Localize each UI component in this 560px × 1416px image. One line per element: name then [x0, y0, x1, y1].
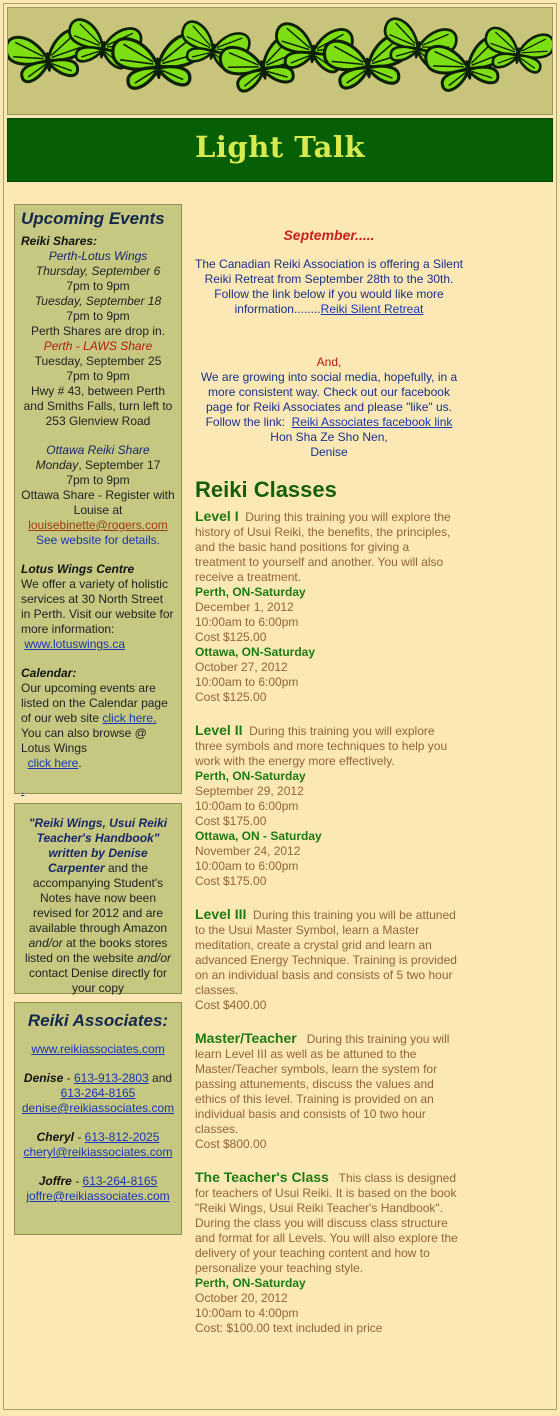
- level-2-loc-1: Perth, ON-Saturday: [195, 769, 306, 783]
- level-2-title: Level II: [195, 722, 243, 738]
- calendar-text: Our upcoming events are listed on the Calendar page of our web site: [21, 681, 168, 725]
- level-1-time-1: 10:00am to 6:00pm: [195, 615, 299, 629]
- lotus-wings-link[interactable]: www.lotuswings.ca: [24, 637, 126, 651]
- joffre-email[interactable]: joffre@reikiassociates.com: [26, 1189, 170, 1203]
- level-1-loc-1: Perth, ON-Saturday: [195, 585, 306, 599]
- browse-link[interactable]: click here: [27, 756, 79, 770]
- book-title: "Reiki Wings, Usui Reiki Teacher's Handbook" written by Denise Carpenter: [28, 816, 168, 875]
- master-teacher-cost: Cost $800.00: [195, 1137, 267, 1151]
- reiki-classes-heading: Reiki Classes: [195, 477, 337, 502]
- level-3-title: Level III: [195, 906, 247, 922]
- book-andor-1: and/or: [28, 936, 63, 950]
- teacher-class-section: [195, 1170, 463, 1336]
- book-text-2: at the books stores listed on the website: [24, 936, 168, 965]
- perth-lotus-title: Perth-Lotus Wings: [48, 249, 148, 263]
- denise-phone-1[interactable]: 613-913-2803: [73, 1071, 149, 1085]
- upcoming-events-box: [14, 204, 182, 797]
- perth-lotus-time-1: 7pm to 9pm: [66, 279, 130, 293]
- denise-email[interactable]: denise@reikiassociates.com: [21, 1101, 175, 1115]
- ottawa-share-time: 7pm to 9pm: [66, 473, 130, 487]
- level-1-cost-2: Cost $125.00: [195, 690, 267, 704]
- drop-in-note: Perth Shares are drop in.: [30, 324, 166, 338]
- associates-box: [14, 1002, 182, 1235]
- level-3-section: [195, 907, 463, 1013]
- ottawa-share-title: Ottawa Reiki Share: [46, 443, 150, 457]
- teacher-class-date: October 20, 2012: [195, 1291, 288, 1305]
- cheryl-phone[interactable]: 613-812-2025: [84, 1130, 160, 1144]
- level-1-title: Level I: [195, 508, 239, 524]
- calendar-link[interactable]: click here.: [102, 711, 157, 725]
- reiki-shares-label: Reiki Shares:: [21, 234, 98, 248]
- ottawa-register-text: Ottawa Share - Register with Louise at: [21, 488, 175, 517]
- denise-and: and: [152, 1071, 173, 1085]
- master-teacher-title: Master/Teacher: [195, 1030, 297, 1046]
- book-box: [14, 803, 182, 994]
- denise-dash: -: [66, 1071, 71, 1085]
- denise-name: Denise: [23, 1071, 64, 1085]
- cheryl-email[interactable]: cheryl@reikiassociates.com: [23, 1145, 173, 1159]
- level-2-date-2: November 24, 2012: [195, 844, 301, 858]
- associates-website-link[interactable]: www.reikiassociates.com: [31, 1042, 165, 1056]
- lotus-wings-label: Lotus Wings Centre: [21, 562, 135, 576]
- level-1-cost-1: Cost $125.00: [195, 630, 267, 644]
- butterfly-banner: [7, 7, 553, 115]
- teacher-class-time: 10:00am to 4:00pm: [195, 1306, 299, 1320]
- social-text: We are growing into social media, hopefully, in a more consistent way. Check out our facebook page for Reiki Associates and please "like" us. Follow the link:: [200, 370, 458, 429]
- master-teacher-desc: During this training you will learn Level III as well as be attuned to the Master/Teacher symbols, learn the system for passing attunements, discuss the values and ethics of this level. Training is provided on an individual basis and consists of 10 two hour classes.: [195, 1032, 450, 1136]
- book-text-3: contact Denise directly for your copy: [28, 966, 168, 995]
- laws-share-date: Tuesday, September 25: [34, 354, 162, 368]
- perth-lotus-date-2: Tuesday, September 18: [34, 294, 162, 308]
- level-1-time-2: 10:00am to 6:00pm: [195, 675, 299, 689]
- level-1-loc-2: Ottawa, ON-Saturday: [195, 645, 316, 659]
- level-2-loc-2: Ottawa, ON - Saturday: [195, 829, 322, 843]
- laws-share-location: Hwy # 43, between Perth and Smiths Falls, turn left to 253 Glenview Road: [23, 384, 173, 428]
- master-teacher-section: [195, 1031, 463, 1152]
- cheryl-name: Cheryl: [36, 1130, 74, 1144]
- level-1-desc: During this training you will explore the history of Usui Reiki, the benefits, the principles, and the basic hand positions for giving a treatment to yourself and another. You will also receive a treatment.: [195, 510, 451, 584]
- butterfly-banner-image: [8, 8, 553, 115]
- laws-share-time: 7pm to 9pm: [66, 369, 130, 383]
- level-1-date-1: December 1, 2012: [195, 600, 294, 614]
- signoff: Hon Sha Ze Sho Nen,: [270, 430, 388, 444]
- social-announcement: [195, 370, 463, 460]
- see-website-details: See website for details.: [35, 533, 161, 547]
- retreat-announcement: [195, 257, 463, 317]
- page-frame: [3, 3, 557, 1410]
- site-title-bar: [7, 118, 553, 182]
- laws-share-title: Perth - LAWS Share: [43, 339, 153, 353]
- teacher-class-desc: This class is designed for teachers of Usui Reiki. It is based on the book "Reiki Wings, Usui Reiki Teacher's Handbook". During the class you will discuss class structure and format for all Levels. You will also explore the delivery of your teaching content and how to personalize your teaching style.: [195, 1171, 458, 1275]
- upcoming-events-heading: Upcoming Events: [21, 209, 165, 228]
- level-3-desc: During this training you will be attuned to the Usui Master Symbol, learn a Master meditation, create a crystal grid and learn an advanced Energy Technique. Training is provided on an individual basis and consists of 5 two hour classes.: [195, 908, 457, 997]
- level-1-date-2: October 27, 2012: [195, 660, 288, 674]
- site-title: Light Talk: [195, 130, 365, 164]
- joffre-dash: -: [75, 1174, 80, 1188]
- browse-end: .: [78, 756, 82, 770]
- perth-lotus-time-2: 7pm to 9pm: [66, 309, 130, 323]
- and-text: And,: [316, 355, 342, 369]
- level-2-desc: During this training you will explore three symbols and more techniques to help you work with the energy more effectively.: [195, 724, 448, 768]
- joffre-phone[interactable]: 613-264-8165: [82, 1174, 158, 1188]
- louise-email-link[interactable]: louisebinette@rogers.com: [28, 518, 168, 532]
- teacher-class-loc: Perth, ON-Saturday: [195, 1276, 306, 1290]
- main-content: [195, 204, 463, 1336]
- browse-text: You can also browse @ Lotus Wings: [21, 726, 147, 755]
- retreat-text: The Canadian Reiki Association is offering a Silent Reiki Retreat from September 28th to the 30th. Follow the link below if you would like more information........: [195, 257, 463, 316]
- ottawa-share-date: , September 17: [78, 458, 161, 472]
- cheryl-dash: -: [77, 1130, 82, 1144]
- month-heading: September.....: [283, 227, 375, 243]
- trailing-dot-link[interactable]: .: [21, 783, 25, 797]
- joffre-name: Joffre: [38, 1174, 72, 1188]
- facebook-link[interactable]: Reiki Associates facebook link: [291, 415, 453, 429]
- signature: Denise: [310, 445, 348, 459]
- denise-phone-2[interactable]: 613-264-8165: [60, 1086, 136, 1100]
- associates-heading: Reiki Associates:: [27, 1011, 169, 1030]
- level-1-section: [195, 509, 463, 705]
- book-text-1: and the accompanying Student's Notes have now been revised for 2012 and are available through Amazon: [28, 861, 168, 935]
- teacher-class-title: The Teacher's Class: [195, 1169, 329, 1185]
- book-andor-2: and/or: [137, 951, 172, 965]
- level-3-cost: Cost $400.00: [195, 998, 267, 1012]
- level-2-time-2: 10:00am to 6:00pm: [195, 859, 299, 873]
- teacher-class-cost: Cost: $100.00 text included in price: [195, 1321, 383, 1335]
- level-2-cost-2: Cost $175.00: [195, 874, 267, 888]
- ottawa-share-day: Monday: [35, 458, 79, 472]
- level-2-section: [195, 723, 463, 889]
- retreat-link[interactable]: Reiki Silent Retreat: [320, 302, 424, 316]
- level-2-time-1: 10:00am to 6:00pm: [195, 799, 299, 813]
- lotus-wings-text: We offer a variety of holistic services at 30 North Street in Perth. Visit our website for more information:: [21, 577, 174, 636]
- level-2-cost-1: Cost $175.00: [195, 814, 267, 828]
- perth-lotus-date-1: Thursday, September 6: [35, 264, 161, 278]
- level-2-date-1: September 29, 2012: [195, 784, 304, 798]
- calendar-label: Calendar:: [21, 666, 77, 680]
